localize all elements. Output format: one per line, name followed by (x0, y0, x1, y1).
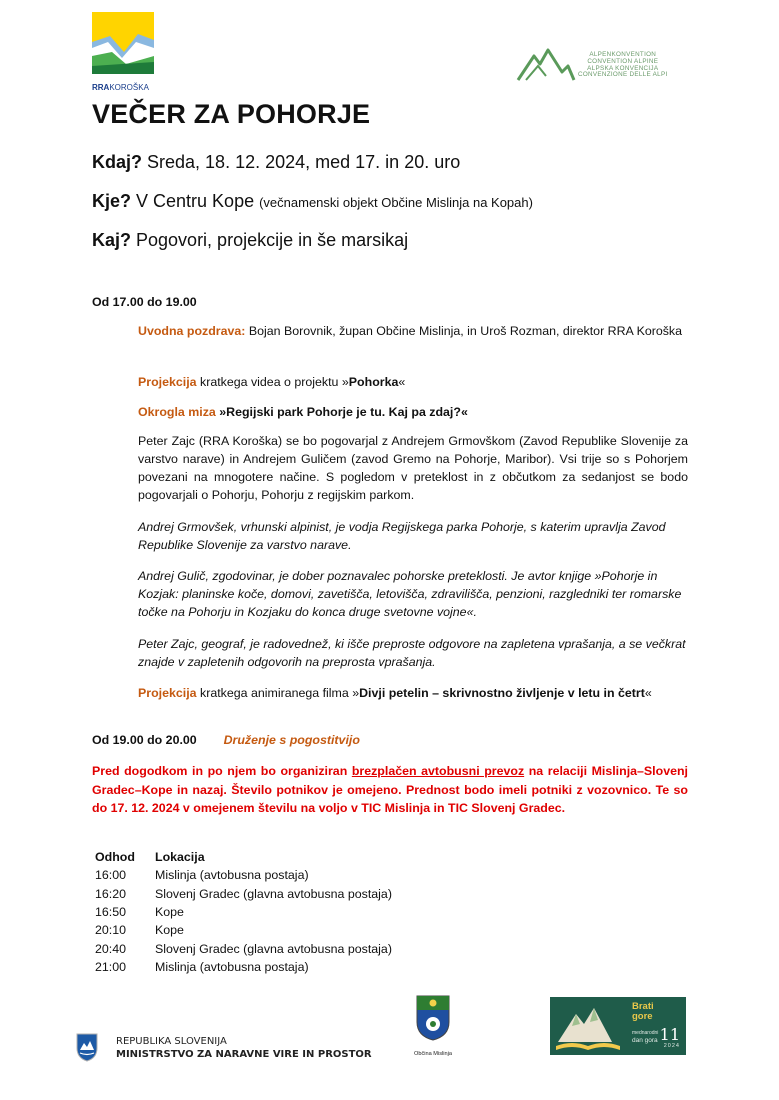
ministry-line1: REPUBLIKA SLOVENIJA (116, 1036, 227, 1047)
greeting-label: Uvodna pozdrava: (138, 324, 246, 338)
departure-location: Slovenj Gradec (glavna avtobusna postaja) (155, 941, 392, 956)
where-line (92, 191, 533, 212)
departure-time: 16:50 (95, 905, 127, 920)
mislinja-municipality-logo (405, 994, 461, 1057)
when-line (92, 152, 460, 173)
when-text: Sreda, 18. 12. 2024, med 17. in 20. uro (142, 152, 461, 172)
table-row (95, 903, 392, 921)
what-line (92, 230, 408, 251)
what-text: Pogovori, projekcije in še marsikaj (131, 230, 409, 250)
mountains-icon (516, 46, 576, 82)
bus-notice (92, 762, 688, 818)
departure-location: Mislinja (avtobusna postaja) (155, 959, 309, 974)
ministry-logo (76, 1032, 376, 1068)
paragraph-gulic: Andrej Gulič, zgodovinar, je dober poznavalec pohorske preteklosti. Je avtor knjige »Pohorje in Kozjak: planinske koče, domovi, zavetišča, letovišča, zdravilišča, penzioni, razgledniki ter romarske točke na Pohorju in Kozjaku do konca druge svetovne vojne«. (138, 569, 682, 619)
alpine-convention-logo (516, 46, 686, 86)
section2-line (92, 731, 360, 749)
bus-notice-part2: na relaciji Mislinja–Slovenj Gradec–Kope in nazaj. Število potnikov je omejeno. Prednost bodo imeli potniki z vozovnico. Te so do 17. 12. 2024 v omejenem številu na voljo v TIC Mislinja in TIC Slovenj Gradec. (92, 764, 688, 815)
alpine-line-3: ALPSKA KONVENCIJA (587, 64, 659, 72)
paragraph-participants: Peter Zajc (RRA Koroška) se bo pogovarjal z Andrejem Grmovškom (Zavod Republike Slovenije za varstvo narave) in Andrejem Guličem (zavod Gremo na Pohorje, Maribor). Vsi trije so s Pohorjem povezani na mnogotere načine. S pogledom v preteklost in z občutkom za sedanjost se bodo pogovarjali o Pohorju, Pohorju z regijskim parkom. (138, 434, 688, 502)
table-row (95, 921, 392, 939)
badge-sub-2: dan gora (632, 1037, 658, 1044)
rra-logo-text: KOROŠKA (109, 83, 149, 92)
departure-location: Kope (155, 923, 184, 938)
projection2-end: « (644, 686, 652, 700)
table-row (95, 866, 392, 884)
rra-koroska-logo (92, 12, 154, 92)
roundtable-item (138, 403, 688, 421)
brati-gore-badge (550, 997, 686, 1055)
projection1-item (138, 373, 688, 391)
roundtable-label: Okrogla miza (138, 405, 216, 419)
table-row (95, 958, 392, 976)
projection2-item (138, 684, 688, 702)
section2-activity: Druženje s pogostitvijo (223, 733, 360, 747)
departure-time: 20:10 (95, 923, 127, 938)
projection1-end: « (398, 375, 406, 389)
departure-time: 16:20 (95, 886, 127, 901)
departure-time: 21:00 (95, 959, 127, 974)
schedule-header-location: Lokacija (155, 850, 205, 865)
table-row (95, 885, 392, 903)
municipality-name: Občina Mislinja (414, 1051, 452, 1057)
departure-location: Mislinja (avtobusna postaja) (155, 868, 309, 883)
bus-notice-part1: Pred dogodkom in po njem bo organiziran (92, 764, 352, 778)
page-title: VEČER ZA POHORJE (92, 99, 371, 129)
departure-time: 16:00 (95, 868, 127, 883)
schedule-header-departure: Odhod (95, 850, 135, 865)
projection2-bold: Divji petelin – skrivnostno življenje v letu in četrt (359, 686, 645, 700)
what-label: Kaj? (92, 230, 132, 250)
mountain-book-icon (554, 1002, 624, 1052)
greeting-item (138, 322, 688, 340)
projection1-text: kratkega videa o projektu » (196, 375, 349, 389)
rra-logo-text-bold: RRA (92, 83, 110, 92)
departure-location: Slovenj Gradec (glavna avtobusna postaja) (155, 886, 392, 901)
section1-heading: Od 17.00 do 19.00 (92, 295, 197, 309)
badge-day: 11 (659, 1025, 680, 1044)
bus-schedule (95, 848, 392, 976)
projection1-label: Projekcija (138, 375, 197, 389)
greeting-text: Bojan Borovnik, župan Občine Mislinja, in Uroš Rozman, direktor RRA Koroška (245, 324, 683, 338)
departure-location: Kope (155, 905, 184, 920)
alpine-line-2: CONVENTION ALPINE (587, 57, 659, 65)
paragraph-zajc: Peter Zajc, geograf, je radovednež, ki išče preproste odgovore na zapletena vprašanja, a se večkrat znajde v zapletenih odgovorih na preprosta vprašanja. (138, 637, 686, 669)
alpine-line-4: CONVENZIONE DELLE ALPI (578, 71, 668, 79)
schedule-table (95, 848, 392, 976)
section2-heading: Od 19.00 do 20.00 (92, 733, 197, 747)
ministry-line2: MINISTRSTVO ZA NARAVNE VIRE IN PROSTOR (116, 1049, 372, 1060)
rra-logo-icon (92, 12, 154, 76)
where-label: Kje? (92, 191, 132, 211)
mislinja-coat-of-arms-icon (415, 994, 451, 1042)
slovenia-coat-of-arms-icon (76, 1032, 98, 1062)
schedule-header-row (95, 848, 392, 866)
projection2-label: Projekcija (138, 686, 197, 700)
roundtable-text: »Regijski park Pohorje je tu. Kaj pa zdaj?« (215, 405, 468, 419)
alpine-line-1: ALPENKONVENTION (589, 51, 657, 58)
badge-title-2: gore (632, 1011, 653, 1022)
badge-year: 2024 (663, 1043, 680, 1049)
paragraph-grmovsek: Andrej Grmovšek, vrhunski alpinist, je vodja Regijskega parka Pohorje, s katerim upravlja Zavod Republike Slovenije za varstvo narave. (138, 520, 666, 552)
badge-title-1: Brati (632, 1001, 654, 1012)
where-text: V Centru Kope (131, 191, 260, 211)
badge-sub-1: mednarodni (632, 1030, 659, 1036)
departure-time: 20:40 (95, 941, 127, 956)
when-label: Kdaj? (92, 152, 143, 172)
projection1-bold: Pohorka (348, 375, 399, 389)
projection2-text: kratkega animiranega filma » (196, 686, 360, 700)
where-note: (večnamenski objekt Občine Mislinja na Kopah) (259, 195, 533, 210)
bus-notice-free-transport: brezplačen avtobusni prevoz (351, 764, 525, 778)
table-row (95, 939, 392, 957)
